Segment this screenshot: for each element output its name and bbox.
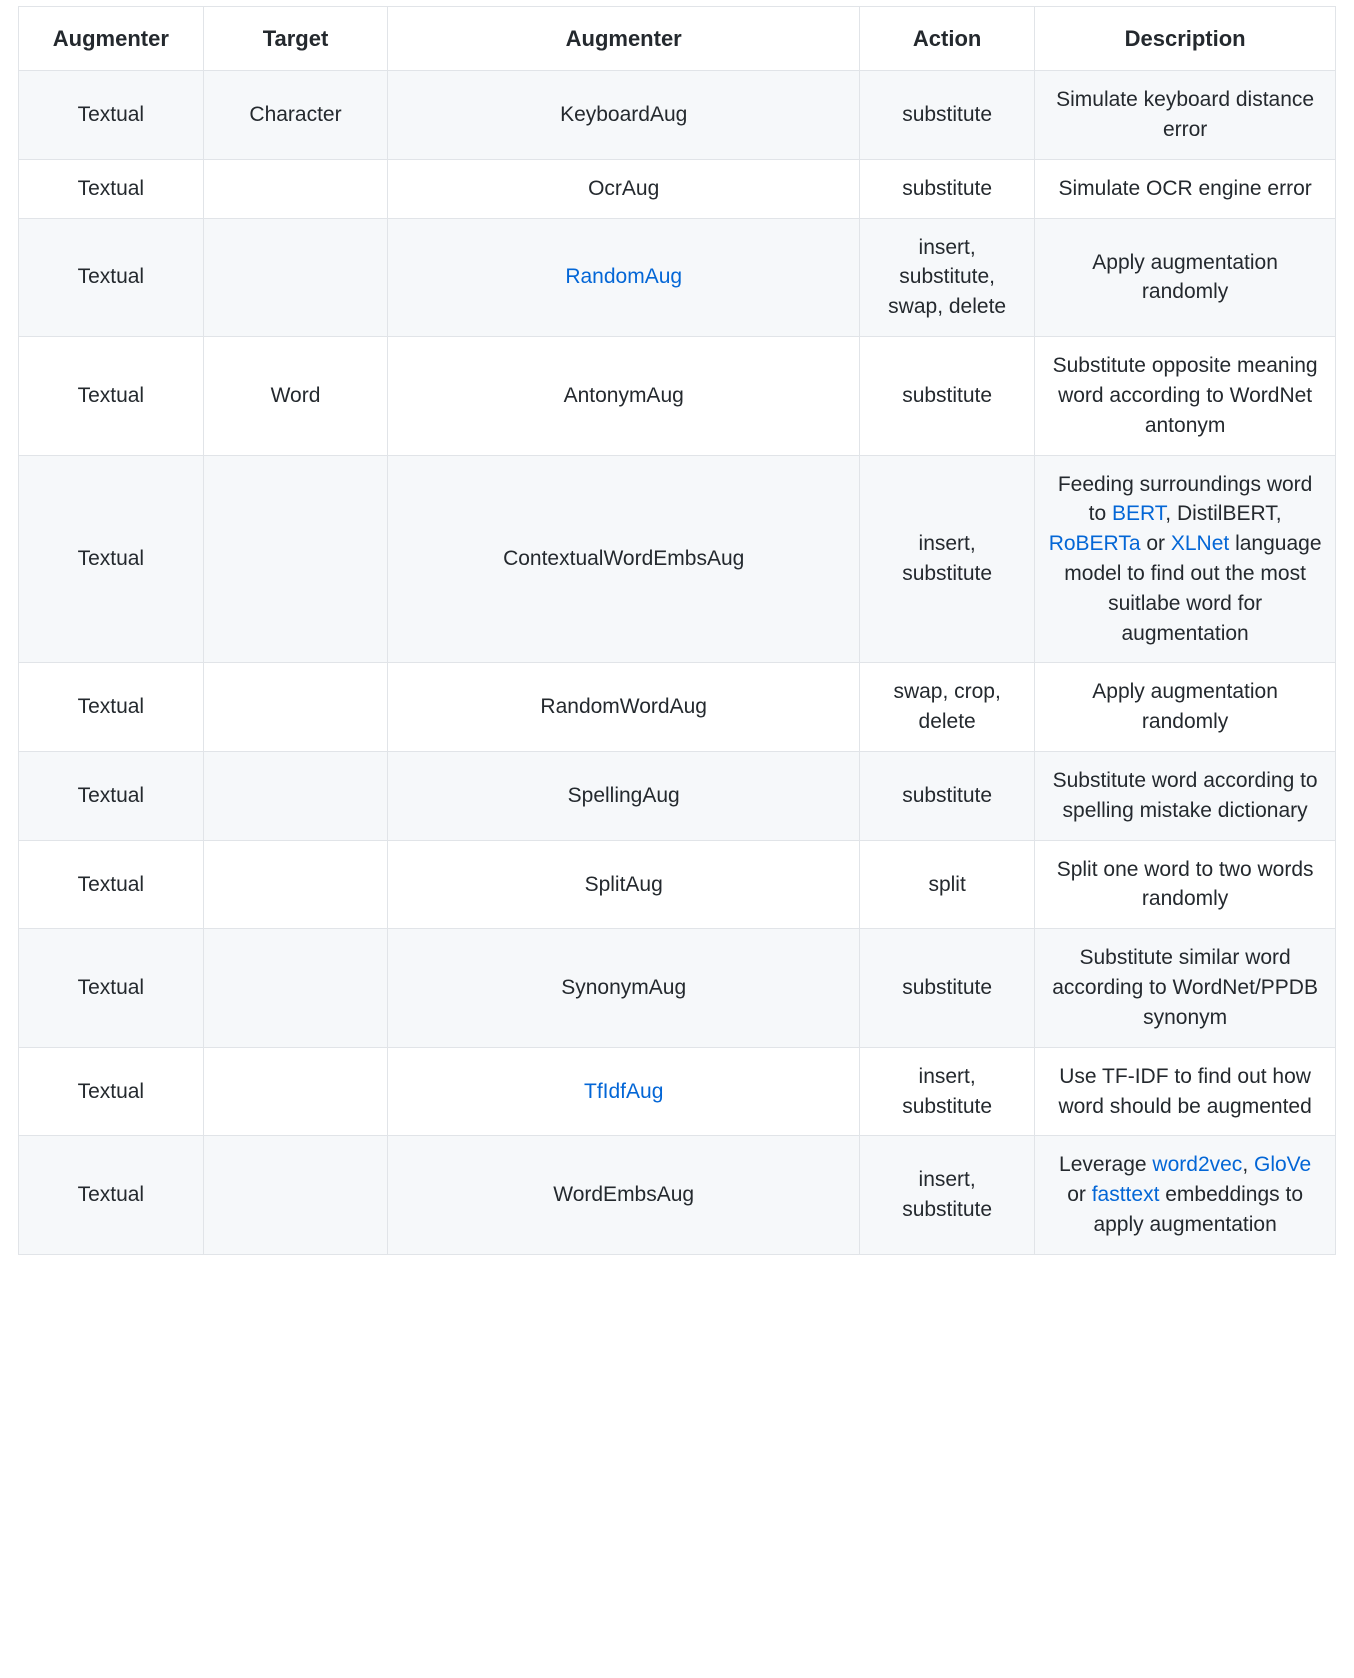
cell-augmenter-type: Textual (19, 455, 204, 663)
table-row (19, 218, 1336, 336)
cell-action: substitute (860, 929, 1035, 1047)
column-header-augmenter-type: Augmenter (19, 7, 204, 71)
description-text: Leverage (1059, 1153, 1153, 1177)
cell-action: substitute (860, 159, 1035, 218)
cell-augmenter-type: Textual (19, 337, 204, 455)
table-row (19, 752, 1336, 841)
description-text: Use TF-IDF to find out how word should be augmented (1058, 1064, 1312, 1118)
description-text: Simulate OCR engine error (1058, 176, 1312, 200)
column-header-action: Action (860, 7, 1035, 71)
cell-description (1035, 663, 1336, 752)
description-text: Apply augmentation randomly (1092, 250, 1278, 304)
cell-action: substitute (860, 337, 1035, 455)
description-text: Apply augmentation randomly (1092, 680, 1278, 734)
cell-action: split (860, 840, 1035, 929)
table-body (19, 71, 1336, 1255)
table-row (19, 337, 1336, 455)
table-row (19, 455, 1336, 663)
cell-augmenter-type: Textual (19, 71, 204, 160)
augmenter-table (18, 6, 1336, 1255)
description-link[interactable]: BERT (1111, 502, 1166, 526)
table-row (19, 159, 1336, 218)
table-row (19, 71, 1336, 160)
cell-description (1035, 840, 1336, 929)
cell-augmenter-type: Textual (19, 840, 204, 929)
description-text: Substitute word according to spelling mistake dictionary (1052, 769, 1318, 822)
cell-augmenter-type: Textual (19, 752, 204, 841)
cell-description (1035, 159, 1336, 218)
cell-action: insert, substitute (860, 1136, 1035, 1254)
description-text: or (1140, 532, 1171, 556)
cell-augmenter[interactable] (388, 1047, 860, 1136)
cell-augmenter-type: Textual (19, 929, 204, 1047)
cell-target (203, 455, 388, 663)
cell-augmenter-type: Textual (19, 1047, 204, 1136)
column-header-description: Description (1035, 7, 1336, 71)
cell-description (1035, 218, 1336, 336)
cell-augmenter-type: Textual (19, 1136, 204, 1254)
cell-augmenter[interactable] (388, 218, 860, 336)
cell-target: Character (203, 71, 388, 160)
description-link[interactable]: RoBERTa (1048, 532, 1141, 556)
augmenter-link[interactable]: RandomAug (565, 265, 683, 289)
cell-augmenter: SpellingAug (388, 752, 860, 841)
cell-description (1035, 337, 1336, 455)
cell-action: substitute (860, 71, 1035, 160)
cell-augmenter: ContextualWordEmbsAug (388, 455, 860, 663)
cell-action: insert, substitute (860, 1047, 1035, 1136)
column-header-augmenter: Augmenter (388, 7, 860, 71)
cell-target (203, 929, 388, 1047)
description-link[interactable]: fasttext (1091, 1183, 1160, 1207)
column-header-target: Target (203, 7, 388, 71)
cell-augmenter: WordEmbsAug (388, 1136, 860, 1254)
table-row (19, 1047, 1336, 1136)
description-text: , DistilBERT, (1165, 502, 1282, 526)
cell-description (1035, 1047, 1336, 1136)
description-text: or (1067, 1183, 1092, 1207)
cell-target (203, 840, 388, 929)
description-text: embeddings to apply augmentation (1093, 1183, 1304, 1236)
cell-augmenter: RandomWordAug (388, 663, 860, 752)
description-text: Feeding surroundings word to (1057, 472, 1313, 526)
cell-target (203, 159, 388, 218)
description-link[interactable]: XLNet (1170, 532, 1230, 556)
table-header (19, 7, 1336, 71)
description-text: Substitute opposite meaning word according to WordNet antonym (1052, 354, 1318, 437)
cell-action: insert, substitute, swap, delete (860, 218, 1035, 336)
cell-target (203, 1136, 388, 1254)
cell-target (203, 218, 388, 336)
cell-description (1035, 1136, 1336, 1254)
table-row (19, 1136, 1336, 1254)
cell-description (1035, 752, 1336, 841)
table-header-row (19, 7, 1336, 71)
cell-augmenter-type: Textual (19, 159, 204, 218)
augmenter-link[interactable]: TfIdfAug (584, 1079, 664, 1103)
cell-target (203, 1047, 388, 1136)
description-text: , (1242, 1153, 1254, 1177)
cell-description (1035, 929, 1336, 1047)
cell-action: insert, substitute (860, 455, 1035, 663)
cell-target (203, 752, 388, 841)
table-row (19, 663, 1336, 752)
cell-description (1035, 71, 1336, 160)
cell-target: Word (203, 337, 388, 455)
description-text: Substitute similar word according to WordNet/PPDB synonym (1052, 946, 1318, 1029)
cell-augmenter-type: Textual (19, 663, 204, 752)
cell-augmenter-type: Textual (19, 218, 204, 336)
cell-augmenter: KeyboardAug (388, 71, 860, 160)
cell-target (203, 663, 388, 752)
cell-augmenter: SplitAug (388, 840, 860, 929)
cell-augmenter: SynonymAug (388, 929, 860, 1047)
cell-description (1035, 455, 1336, 663)
description-link[interactable]: GloVe (1253, 1153, 1312, 1177)
cell-action: substitute (860, 752, 1035, 841)
table-row (19, 840, 1336, 929)
description-text: Split one word to two words randomly (1056, 857, 1314, 911)
description-link[interactable]: word2vec (1152, 1153, 1243, 1177)
description-text: Simulate keyboard distance error (1056, 88, 1315, 142)
cell-augmenter: OcrAug (388, 159, 860, 218)
cell-augmenter: AntonymAug (388, 337, 860, 455)
cell-action: swap, crop, delete (860, 663, 1035, 752)
description-text: language model to find out the most suitlabe word for augmentation (1064, 532, 1322, 645)
table-row (19, 929, 1336, 1047)
